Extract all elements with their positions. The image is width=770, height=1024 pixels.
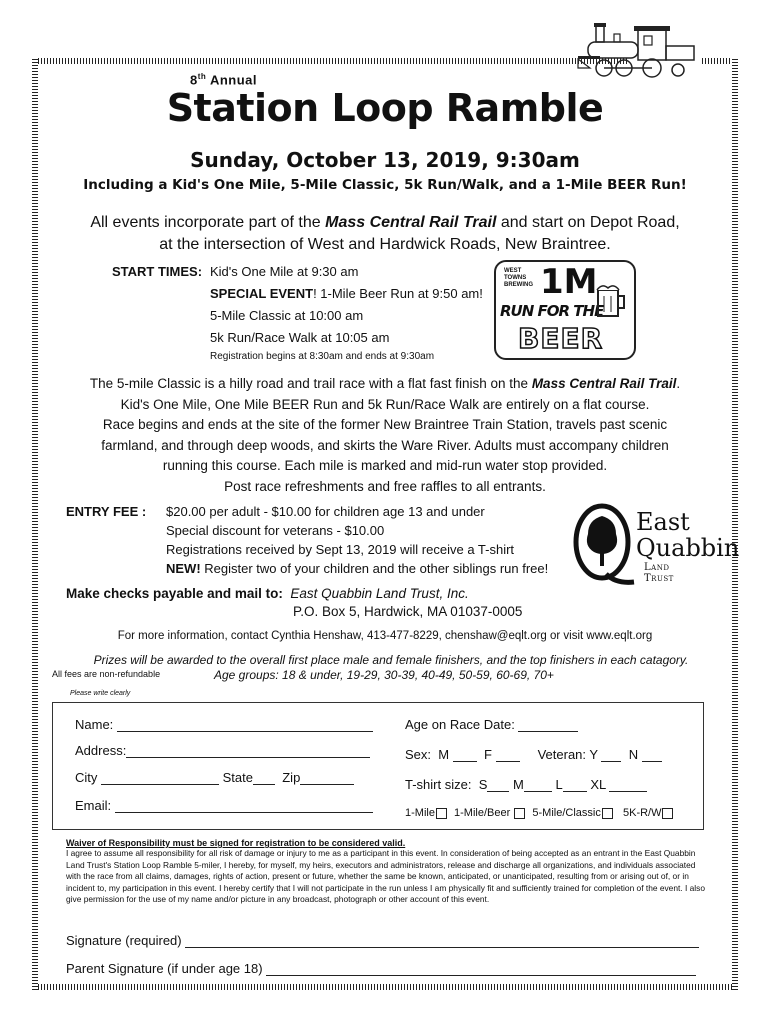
option-1-mile-checkbox[interactable] bbox=[436, 808, 447, 819]
entry-fee-label: ENTRY FEE : bbox=[66, 504, 147, 519]
border-right bbox=[732, 58, 738, 990]
intro-text: All events incorporate part of the Mass Central Rail Trail and start on Depot Road, at the intersection of West and Hardwick Roads, New Braintree. bbox=[90, 214, 680, 253]
beer-logo-beer: BEER bbox=[518, 322, 604, 355]
start-classic: 5-Mile Classic at 10:00 am bbox=[210, 308, 364, 323]
waiver-heading: Waiver of Responsibility must be signed for registration to be considered valid. bbox=[66, 838, 406, 848]
name-field[interactable]: Name: bbox=[75, 717, 373, 732]
train-icon bbox=[574, 18, 700, 87]
eqlt-quabbin: Quabbin bbox=[636, 534, 740, 562]
address-field[interactable]: Address: bbox=[75, 743, 370, 758]
start-kids: Kid's One Mile at 9:30 am bbox=[210, 264, 359, 279]
parent-signature-field[interactable]: Parent Signature (if under age 18) bbox=[66, 961, 696, 976]
border-bottom bbox=[32, 984, 738, 990]
race-options bbox=[405, 807, 677, 819]
email-field[interactable]: Email: bbox=[75, 798, 373, 813]
eqlt-land-trust: Land Trust bbox=[644, 562, 674, 584]
mail-address: P.O. Box 5, Hardwick, MA 01037-0005 bbox=[293, 604, 523, 619]
fee-adult: $20.00 per adult - $10.00 for children age 13 and under bbox=[166, 504, 485, 519]
start-times-label: START TIMES: bbox=[112, 264, 203, 279]
start-5k: 5k Run/Race Walk at 10:05 am bbox=[210, 330, 390, 345]
border-top bbox=[32, 58, 628, 64]
option-5k-label: 5K-R/W bbox=[622, 807, 662, 819]
age-groups: Age groups: 18 & under, 19-29, 30-39, 40-49, 50-59, 60-69, 70+ bbox=[214, 668, 554, 682]
border-left bbox=[32, 58, 38, 990]
q-tree-icon bbox=[572, 502, 636, 588]
option-classic-checkbox[interactable] bbox=[602, 808, 613, 819]
city-state-zip-field[interactable]: City State Zip bbox=[75, 770, 354, 785]
age-field[interactable]: Age on Race Date: bbox=[405, 717, 578, 732]
option-beer-label: 1-Mile/Beer bbox=[454, 807, 511, 819]
sex-veteran-field[interactable]: Sex: M F Veteran: Y N bbox=[405, 747, 662, 762]
contact-info: For more information, contact Cynthia Henshaw, 413-477-8229, chenshaw@eqlt.org or visit www.eqlt.org bbox=[117, 630, 653, 642]
annual-label: 8th Annual bbox=[190, 72, 257, 88]
prizes-note: Prizes will be awarded to the overall first place male and female finishers, and the top finishers in each catagory. bbox=[93, 653, 689, 667]
mail-instructions: Make checks payable and mail to: East Quabbin Land Trust, Inc. bbox=[66, 586, 469, 601]
event-date: Sunday, October 13, 2019, 9:30am bbox=[190, 148, 580, 172]
registration-hours: Registration begins at 8:30am and ends at 9:30am bbox=[210, 351, 435, 362]
waiver-text: I agree to assume all responsibility for all risk of damage or injury to me as a participant in this event. In consideration of being accepted as an entrant in the East Quabbin Land Trust's Station Loop Ramble 5-miler, I hereby, for myself, my heirs, executors and administrators, release and discharge all organizations, and individuals associated with the race from all claims, damages, rights of action, present or future, whether the same be known, anticipated, or unanticipated, resulting from or arising out of, or in incident to, my participation in this event. I hereby certify that I will not participate in the run unless I am physically fit and sufficiently trained for completion of the event. I also give permission for the use of my name and/or picture in any broadcast, photograph or other account of this event. bbox=[66, 848, 705, 905]
brewery-name: WEST TOWNS BREWING bbox=[504, 268, 533, 288]
start-special: SPECIAL EVENT! 1-Mile Beer Run at 9:50 am! bbox=[210, 286, 483, 301]
events-included: Including a Kid's One Mile, 5-Mile Classic, 5k Run/Walk, and a 1-Mile BEER Run! bbox=[83, 177, 687, 193]
beer-mug-icon bbox=[596, 284, 628, 325]
option-1-mile-label: 1-Mile bbox=[405, 807, 435, 819]
tshirt-size-field[interactable]: T-shirt size: S M L XL bbox=[405, 777, 647, 792]
signature-field[interactable]: Signature (required) bbox=[66, 933, 699, 948]
fee-siblings: NEW! Register two of your children and the other siblings run free! bbox=[166, 561, 549, 576]
fee-tshirt: Registrations received by Sept 13, 2019 will receive a T-shirt bbox=[166, 542, 515, 557]
registration-form bbox=[52, 702, 704, 830]
eqlt-east: East bbox=[636, 508, 690, 536]
race-description: The 5-mile Classic is a hilly road and trail race with a flat fast finish on the Mass Central Rail Trail. Kid's One Mile, One Mile BEER Run and 5k Run/Race Walk are entirely on a flat course. Race begins and ends at the site of the former New Braintree Train Station, travels past scenic farmland, and through deep woods, and skirts the Ware River. Adults must accompany children running this course. Each mile is marked and mid-run water stop provided. Post race refreshments and free raffles to all entrants. bbox=[89, 376, 681, 494]
beer-logo-run: RUN FOR THE bbox=[500, 302, 604, 320]
page-title: Station Loop Ramble bbox=[166, 86, 604, 130]
option-beer-checkbox[interactable] bbox=[514, 808, 525, 819]
beer-run-logo bbox=[494, 260, 636, 360]
option-classic-label: 5-Mile/Classic bbox=[532, 807, 601, 819]
please-write-clearly: Please write clearly bbox=[70, 690, 131, 697]
fee-veterans: Special discount for veterans - $10.00 bbox=[166, 523, 385, 538]
option-5k-checkbox[interactable] bbox=[662, 808, 673, 819]
nonrefundable-note: All fees are non-refundable bbox=[52, 669, 161, 679]
beer-logo-1m: 1M bbox=[540, 262, 598, 302]
